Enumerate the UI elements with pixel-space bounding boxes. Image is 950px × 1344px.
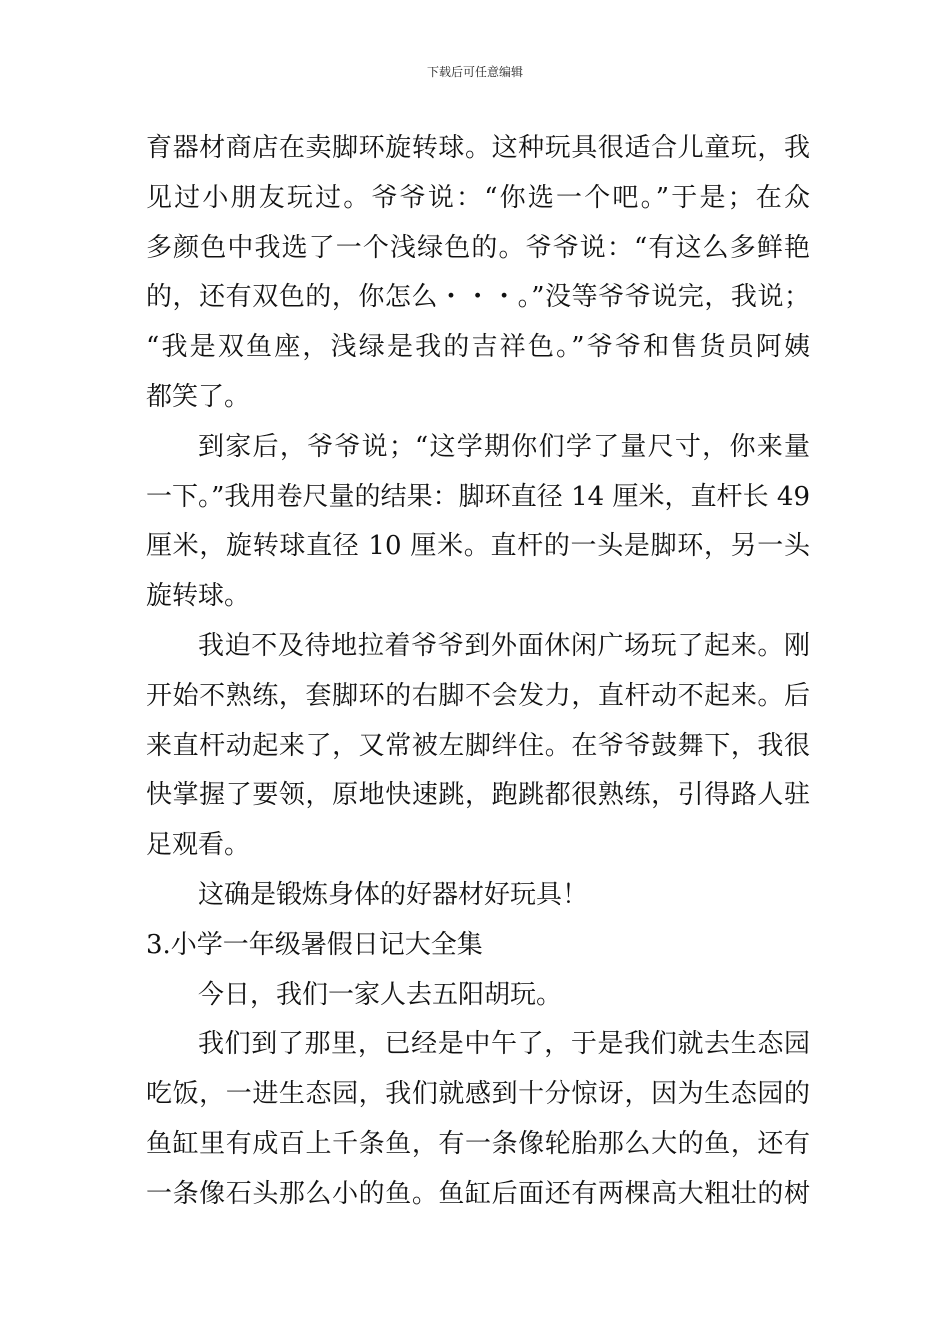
section-heading: 3.小学一年级暑假日记大全集 — [146, 929, 483, 960]
text-line: 这确是锻炼身体的好器材好玩具！ — [198, 879, 589, 910]
text-line: 足观看。 — [146, 830, 251, 861]
text-line: 今日，我们一家人去五阳胡玩。 — [198, 979, 563, 1010]
text-line: 一下。”我用卷尺量的结果：脚环直径 14 厘米，直杆长 49 — [146, 481, 810, 512]
text-line: 厘米，旋转球直径 10 厘米。直杆的一头是脚环，另一头 — [146, 531, 810, 562]
text-line: 见过小朋友玩过。爷爷说：“你选一个吧。”于是；在众 — [146, 182, 810, 213]
text-line: 快掌握了要领，原地快速跳，跑跳都很熟练，引得路人驻 — [146, 780, 810, 811]
text-line: 开始不熟练，套脚环的右脚不会发力，直杆动不起来。后 — [146, 680, 810, 711]
text-line: 来直杆动起来了，又常被左脚绊住。在爷爷鼓舞下，我很 — [146, 730, 810, 761]
text-line: 到家后，爷爷说；“这学期你们学了量尺寸，你来量 — [198, 431, 810, 462]
page-header-note: 下载后可任意编辑 — [426, 65, 523, 79]
text-line: 一条像石头那么小的鱼。鱼缸后面还有两棵高大粗壮的树 — [146, 1178, 810, 1209]
text-line: 鱼缸里有成百上千条鱼，有一条像轮胎那么大的鱼，还有 — [146, 1128, 810, 1159]
text-line: 都笑了。 — [146, 381, 251, 412]
text-line: “我是双鱼座，浅绿是我的吉祥色。”爷爷和售货员阿姨 — [146, 332, 810, 363]
text-line: 我们到了那里，已经是中午了，于是我们就去生态园 — [198, 1029, 810, 1060]
text-line: 的，还有双色的，你怎么・・・。”没等爷爷说完，我说； — [146, 282, 810, 313]
text-line: 多颜色中我选了一个浅绿色的。爷爷说：“有这么多鲜艳 — [146, 232, 810, 263]
text-line: 育器材商店在卖脚环旋转球。这种玩具很适合儿童玩，我 — [146, 133, 810, 163]
text-line: 吃饭，一进生态园，我们就感到十分惊讶，因为生态园的 — [146, 1079, 810, 1110]
body-text — [146, 124, 810, 1220]
text-line: 旋转球。 — [146, 581, 251, 612]
text-line: 我迫不及待地拉着爷爷到外面休闲广场玩了起来。刚 — [198, 630, 810, 661]
